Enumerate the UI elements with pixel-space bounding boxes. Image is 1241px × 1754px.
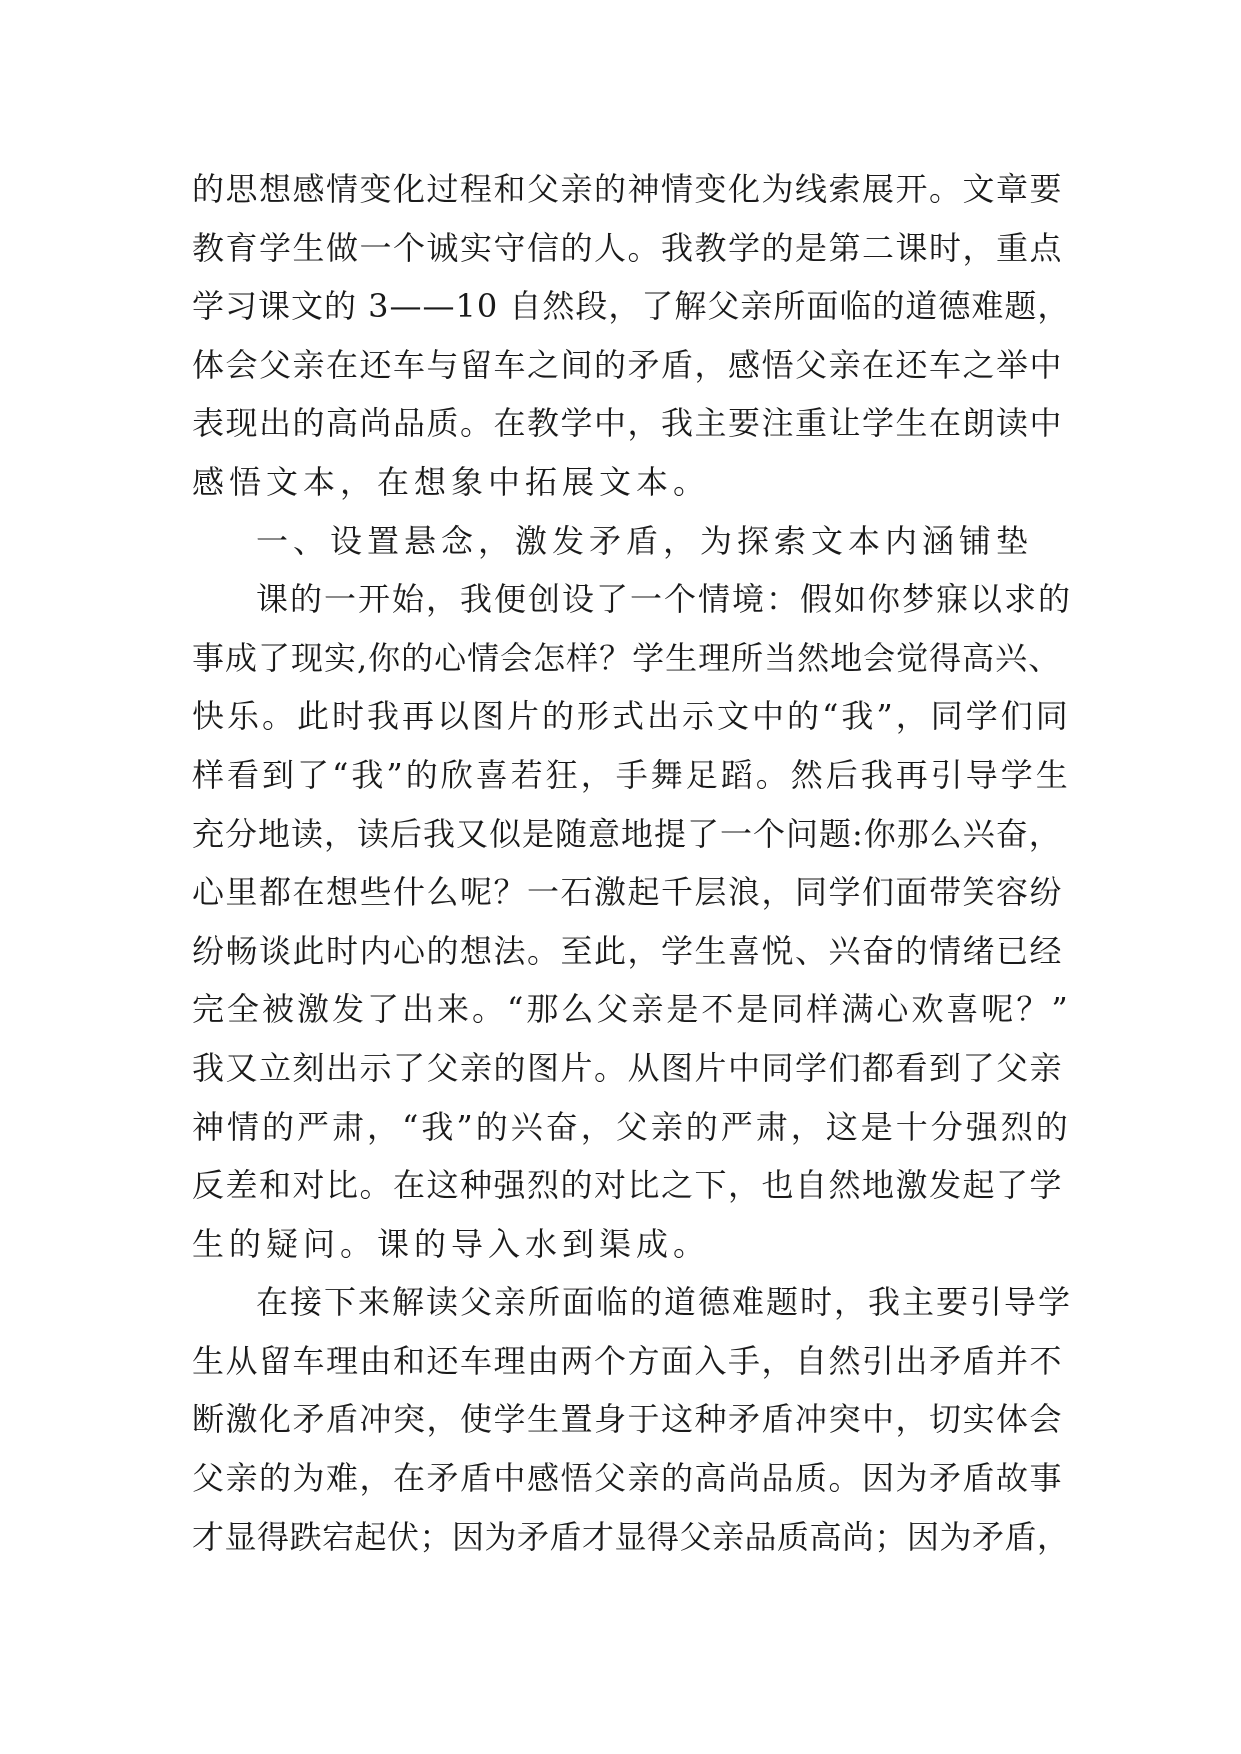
text-line: 父亲的为难，在矛盾中感悟父亲的高尚品质。因为矛盾故事 bbox=[192, 1459, 1064, 1498]
text-line: 学习课文的 3——10 自然段，了解父亲所面临的道德难题， bbox=[192, 287, 1071, 326]
text-line: 教育学生做一个诚实守信的人。我教学的是第二课时，重点 bbox=[192, 228, 1064, 267]
text-line: 纷畅谈此时内心的想法。至此，学生喜悦、兴奋的情绪已经 bbox=[192, 931, 1064, 970]
text-line: 生的疑问。课的导入水到渠成。 bbox=[192, 1224, 711, 1263]
text-line: 体会父亲在还车与留车之间的矛盾，感悟父亲在还车之举中 bbox=[192, 345, 1064, 384]
text-line: 表现出的高尚品质。在教学中，我主要注重让学生在朗读中 bbox=[192, 404, 1064, 443]
text-line: 反差和对比。在这种强烈的对比之下，也自然地激发起了学 bbox=[192, 1166, 1064, 1205]
section-heading: 一、设置悬念，激发矛盾，为探索文本内涵铺垫 bbox=[256, 521, 1034, 560]
text-line: 课的一开始，我便创设了一个情境：假如你梦寐以求的 bbox=[256, 580, 1073, 619]
document-body bbox=[192, 160, 1072, 1566]
text-line: 神情的严肃，“我”的兴奋，父亲的严肃，这是十分强烈的 bbox=[192, 1107, 1071, 1146]
text-line: 感悟文本，在想象中拓展文本。 bbox=[192, 462, 711, 501]
text-line: 生从留车理由和还车理由两个方面入手，自然引出矛盾并不 bbox=[192, 1341, 1064, 1380]
text-line: 完全被激发了出来。“那么父亲是不是同样满心欢喜呢？” bbox=[192, 990, 1071, 1029]
text-line: 事成了现实,你的心情会怎样？学生理所当然地会觉得高兴、 bbox=[192, 638, 1062, 677]
text-line: 断激化矛盾冲突，使学生置身于这种矛盾冲突中，切实体会 bbox=[192, 1400, 1064, 1439]
text-line: 的思想感情变化过程和父亲的神情变化为线索展开。文章要 bbox=[192, 170, 1064, 208]
text-line: 我又立刻出示了父亲的图片。从图片中同学们都看到了父亲 bbox=[192, 1048, 1064, 1087]
text-line: 心里都在想些什么呢？一石激起千层浪，同学们面带笑容纷 bbox=[192, 873, 1064, 912]
text-line: 充分地读，读后我又似是随意地提了一个问题:你那么兴奋， bbox=[192, 814, 1062, 853]
text-line: 才显得跌宕起伏；因为矛盾才显得父亲品质高尚；因为矛盾， bbox=[192, 1517, 1070, 1556]
text-line: 样看到了“我”的欣喜若狂，手舞足蹈。然后我再引导学生 bbox=[192, 755, 1071, 794]
text-line: 在接下来解读父亲所面临的道德难题时，我主要引导学 bbox=[256, 1283, 1073, 1322]
text-line: 快乐。此时我再以图片的形式出示文中的“我”，同学们同 bbox=[192, 697, 1071, 736]
